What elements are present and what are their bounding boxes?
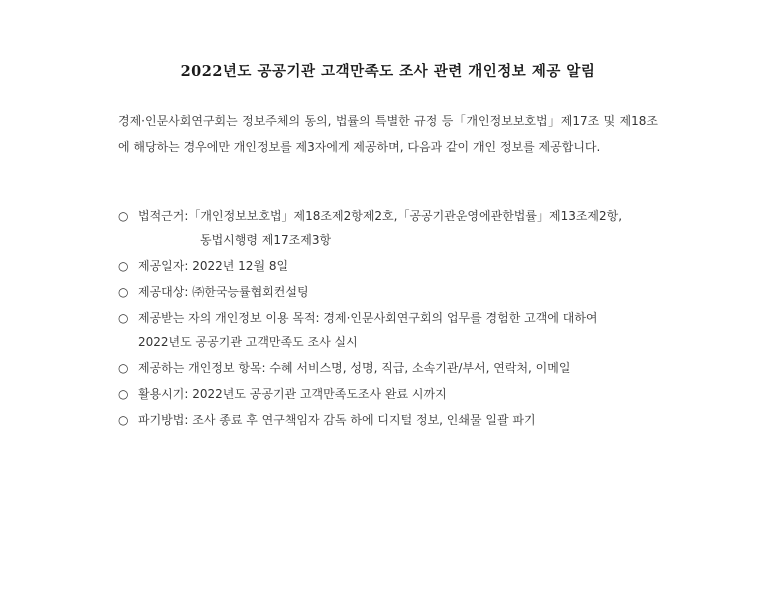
list-item-text: 제공하는 개인정보 항목: 수혜 서비스명, 성명, 직급, 소속기관/부서, 연락처, 이메일	[138, 361, 571, 375]
circle-bullet-icon: ○	[118, 387, 129, 401]
list-item-recipient	[118, 280, 678, 304]
list-item-disposal-method	[118, 408, 678, 432]
list-item-text: 제공대상: ㈜한국능률협회컨설팅	[138, 285, 309, 299]
document-title: 2022년도 공공기관 고객만족도 조사 관련 개인정보 제공 알림	[180, 63, 596, 80]
circle-bullet-icon: ○	[118, 285, 129, 299]
list-item-text: 제공받는 자의 개인정보 이용 목적: 경제·인문사회연구회의 업무를 경험한 고객에 대하여	[138, 311, 598, 325]
circle-bullet-icon: ○	[118, 311, 129, 325]
list-item-legal-basis	[118, 204, 678, 252]
circle-bullet-icon: ○	[118, 413, 129, 427]
list-item-continuation: 2022년도 공공기관 고객만족도 조사 실시	[138, 335, 358, 349]
list-item-data-fields	[118, 356, 678, 380]
list-item-text: 파기방법: 조사 종료 후 연구책임자 감독 하에 디지털 정보, 인쇄물 일괄 파기	[138, 413, 536, 427]
circle-bullet-icon: ○	[118, 361, 129, 375]
list-item-text: 법적근거:「개인정보보호법」제18조제2항제2호,「공공기관운영에관한법률」제13조제2항,	[138, 209, 623, 223]
circle-bullet-icon: ○	[118, 209, 129, 223]
list-item-usage-period	[118, 382, 678, 406]
list-item-continuation: 동법시행령 제17조제3항	[200, 233, 332, 247]
list-item-text: 활용시기: 2022년도 공공기관 고객만족도조사 완료 시까지	[138, 387, 447, 401]
intro-paragraph: 경제·인문사회연구회는 정보주체의 동의, 법률의 특별한 규정 등「개인정보보호법」제17조 및 제18조에 해당하는 경우에만 개인정보를 제3자에게 제공하며, 다음과 같이 개인 정보를 제공합니다.	[118, 114, 658, 154]
list-item-purpose	[118, 306, 678, 354]
list-item-provision-date	[118, 254, 678, 278]
circle-bullet-icon: ○	[118, 259, 129, 273]
notice-items-list	[118, 204, 678, 434]
list-item-text: 제공일자: 2022년 12월 8일	[138, 259, 289, 273]
